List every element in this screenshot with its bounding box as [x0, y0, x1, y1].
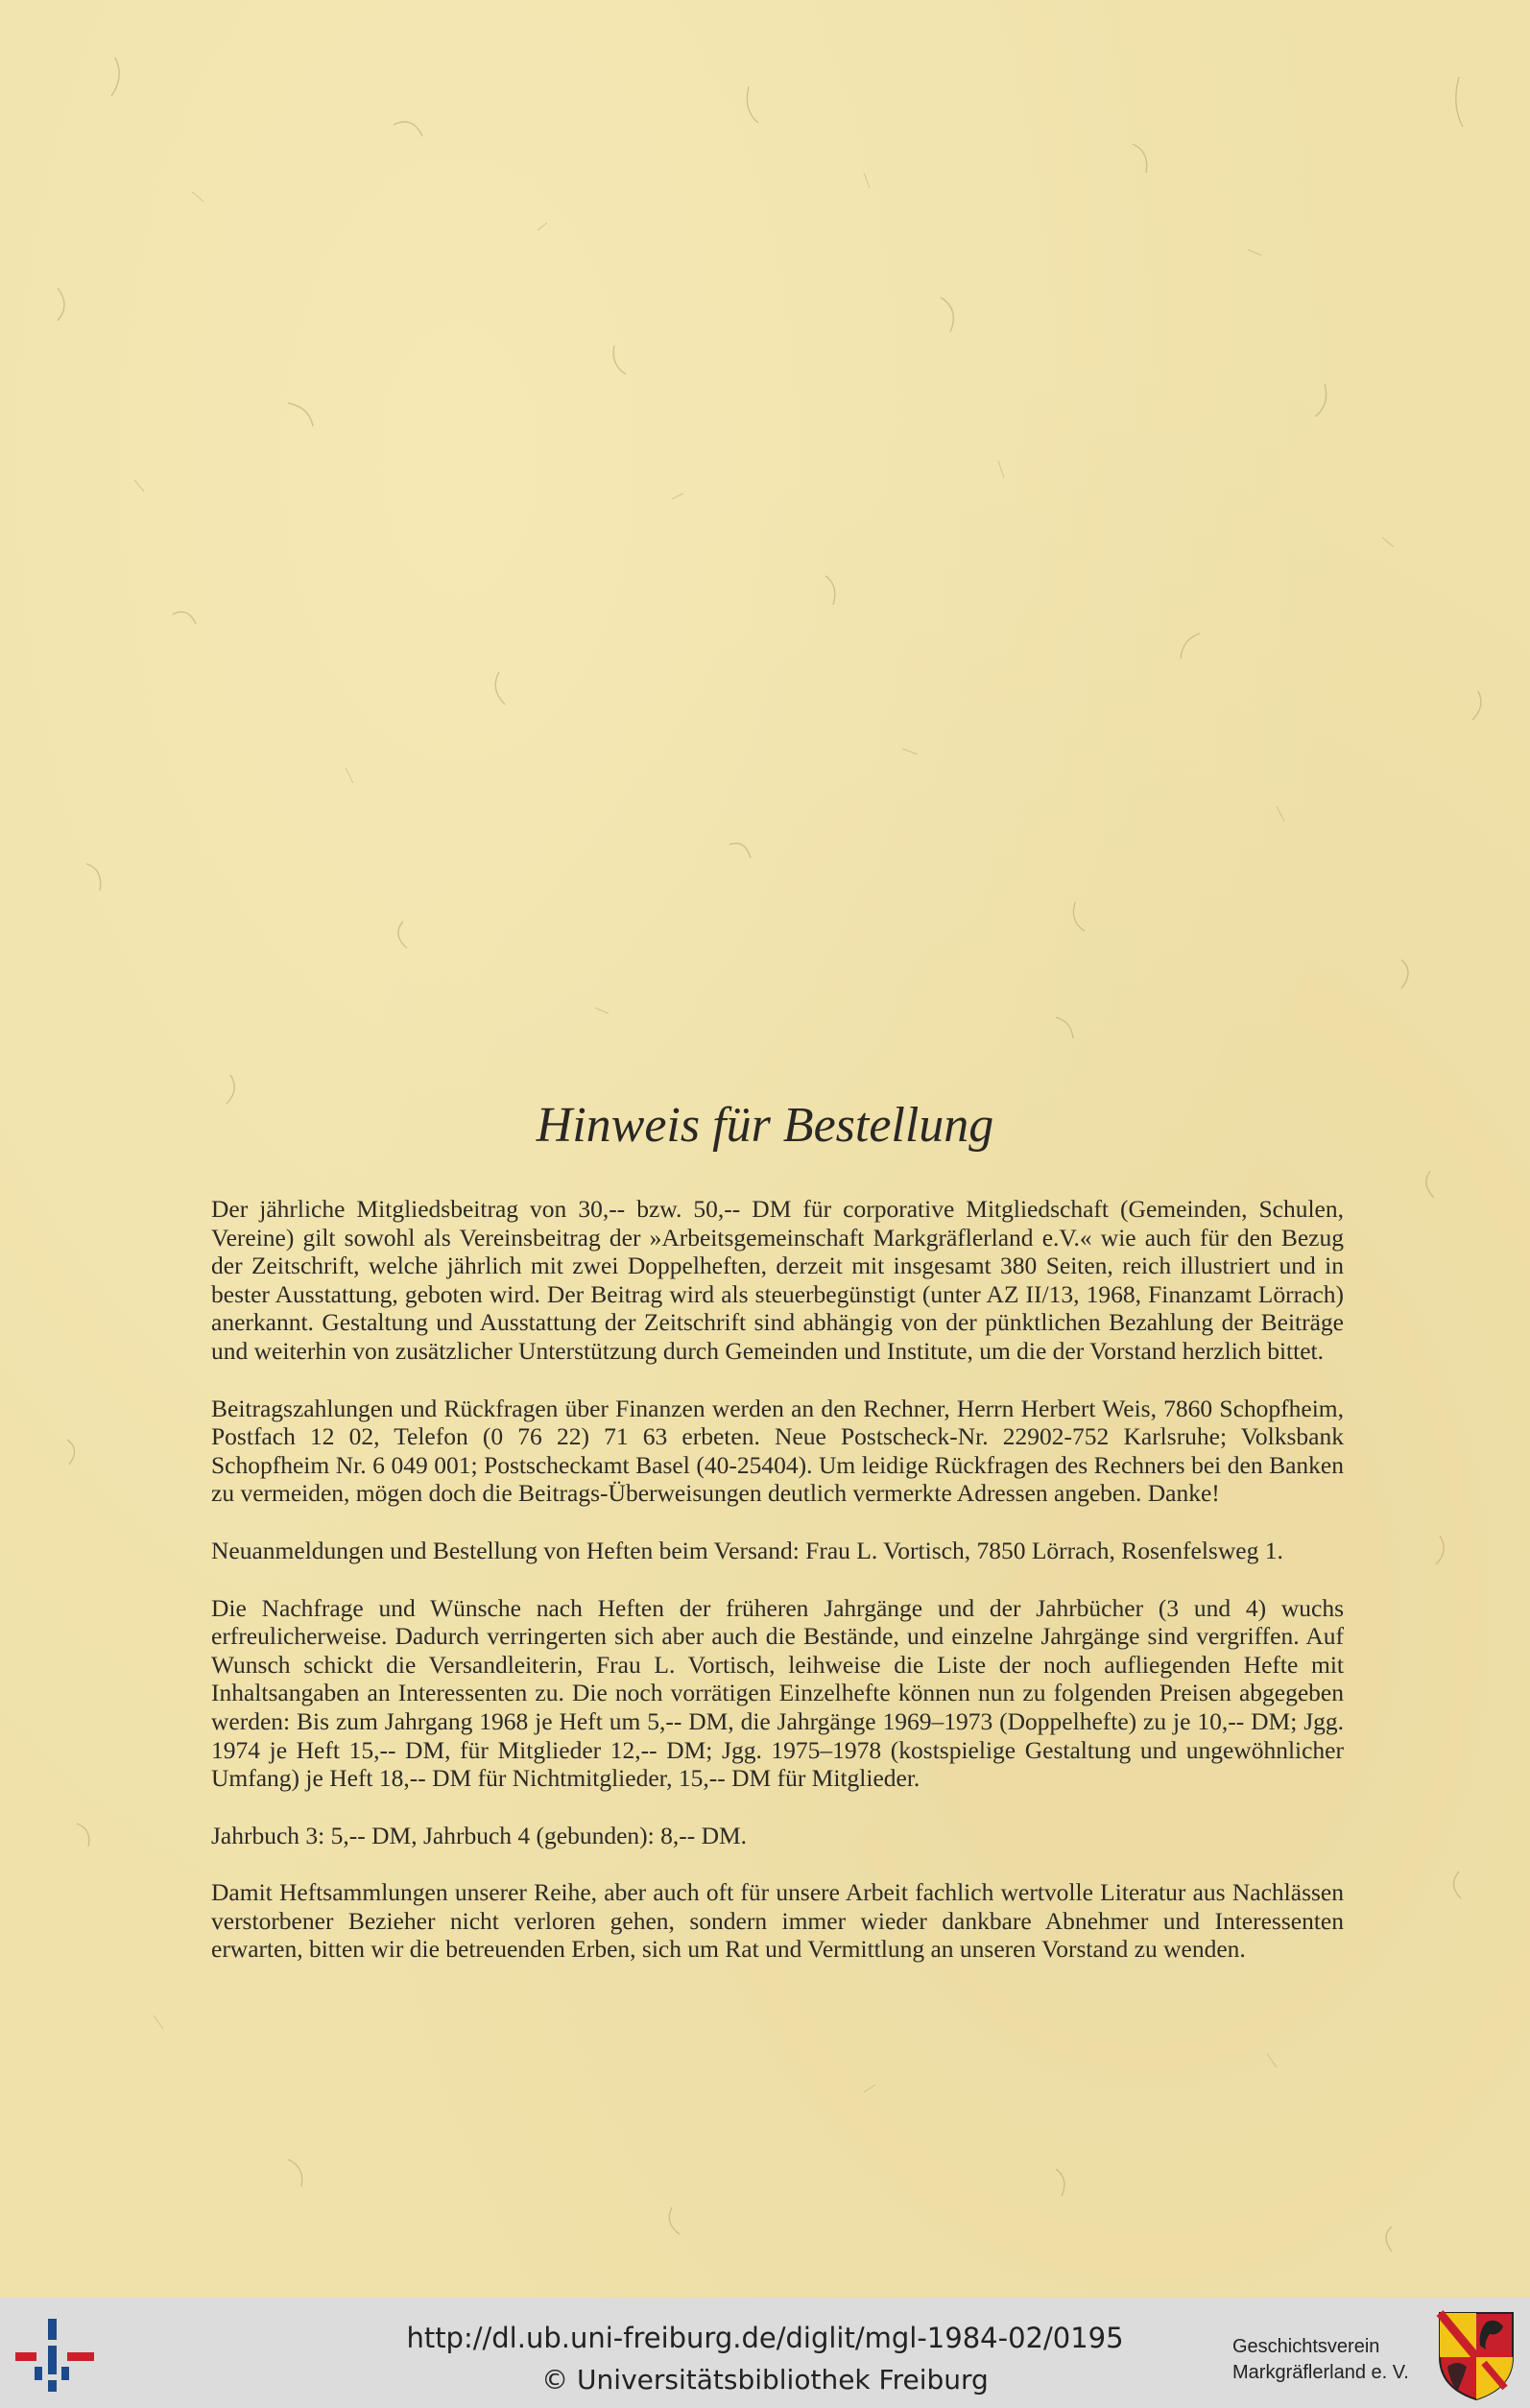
society-name-line1: Geschichtsverein	[1232, 2336, 1380, 2357]
page-heading: Hinweis für Bestellung	[536, 1098, 994, 1153]
paragraph-back-issues: Die Nachfrage und Wünsche nach Heften der früheren Jahrgänge und der Jahrbücher (3 und 4) wuchs erfreulicherweise. Dadurch verringerten sich aber auch die Bestände, und einzelne Jahrgänge sind vergriffen. Auf Wunsch schickt die Versandleiterin, Frau L. Vortisch, leihweise die Liste der noch aufliegenden Hefte mit Inhaltsangaben an Interessenten zu. Die noch vorrätigen Einzelhefte können nun zu folgenden Preisen abgegeben werden: Bis zum Jahrgang 1968 je Heft um 5,-- DM, die Jahrgänge 1969–1973 (Doppelhefte) zu je 10,-- DM; Jgg. 1974 je Heft 15,-- DM, für Mitglieder 12,-- DM; Jgg. 1975–1978 (kostspielige Gestaltung und ungewöhnlicher Umfang) je Heft 18,-- DM für Nichtmitglieder, 15,-- DM für Mitglieder.	[211, 1593, 1344, 1793]
society-name-line2: Markgräflerland e. V.	[1232, 2362, 1409, 2383]
paragraph-estates: Damit Heftsammlungen unserer Reihe, aber auch oft für unsere Arbeit fachlich wertvolle Literatur aus Nachlässen verstorbener Bezieher nicht verloren gehen, sondern immer wieder dankbare Abnehmer und Interessenten erwarten, bitten wir die betreuenden Erben, sich um Rat und Vermittlung an unseren Vorstand zu wenden.	[211, 1878, 1344, 1964]
coat-of-arms-icon	[1436, 2309, 1517, 2401]
copyright-text: © Universitätsbibliothek Freiburg	[541, 2364, 989, 2396]
document-body	[211, 1195, 1344, 1992]
paragraph-yearbook-prices: Jahrbuch 3: 5,-- DM, Jahrbuch 4 (gebunden): 8,-- DM.	[211, 1821, 748, 1849]
paragraph-payments: Beitragszahlungen und Rückfragen über Finanzen werden an den Rechner, Herrn Herbert Weis, 7860 Schopfheim, Postfach 12 02, Telefon (0 76 22) 71 63 erbeten. Neue Postscheck-Nr. 22902-752 Karlsruhe; Volksbank Schopfheim Nr. 6 049 001; Postscheckamt Basel (40-25404). Um leidige Rückfragen des Rechners bei den Banken zu vermeiden, mögen doch die Beitrags-Überweisungen deutlich vermerkte Adressen angeben. Danke!	[211, 1394, 1344, 1508]
paragraph-membership-fee: Der jährliche Mitgliedsbeitrag von 30,-- bzw. 50,-- DM für corporative Mitgliedschaft (Gemeinden, Schulen, Vereine) gilt sowohl als Vereinsbeitrag der »Arbeitsgemeinschaft Markgräflerland e.V.« wie auch für den Bezug der Zeitschrift, welche jährlich mit zwei Doppelheften, derzeit mit insgesamt 380 Seiten, reich illustriert und in bester Ausstattung, geboten wird. Der Beitrag wird als steuerbegünstigt (unter AZ II/13, 1968, Finanzamt Lörrach) anerkannt. Gestaltung und Ausstattung der Zeitschrift sind abhängig von der pünktlichen Bezahlung der Beiträge und weiterhin von zusätzlicher Unterstützung durch Gemeinden und Institute, um die der Vorstand herzlich bittet.	[211, 1195, 1344, 1365]
society-name	[1232, 2334, 1434, 2386]
paragraph-registration: Neuanmeldungen und Bestellung von Heften beim Versand: Frau L. Vortisch, 7850 Lörrach, Rosenfelsweg 1.	[211, 1536, 1283, 1564]
footer-bar	[0, 2298, 1530, 2408]
source-url-link[interactable]: http://dl.ub.uni-freiburg.de/diglit/mgl-1984-02/0195	[406, 2322, 1124, 2354]
